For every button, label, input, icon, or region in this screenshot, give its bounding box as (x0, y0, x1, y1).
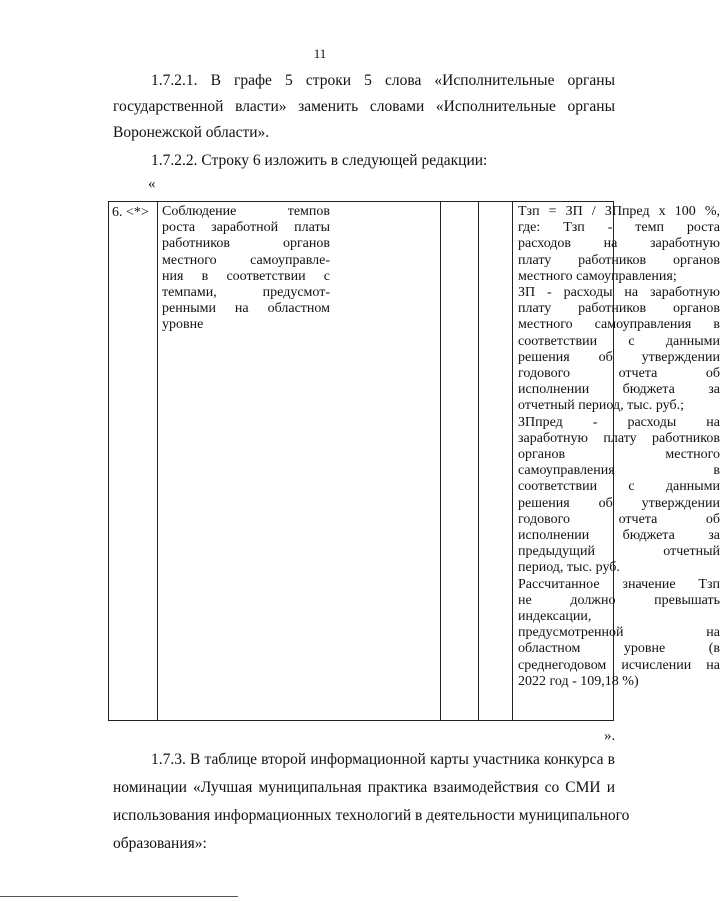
text-line: образования»: (113, 835, 207, 852)
text-line: предыдущий отчетный (518, 544, 720, 560)
replacement-table-row (108, 201, 720, 721)
text-line: областном уровне (в (518, 641, 720, 657)
text-line: использования информационных технологий в деятельности муниципального (113, 807, 630, 824)
text-line: ния в соответствии с (162, 268, 330, 284)
text-line: номинации «Лучшая муниципальная практика взаимодействия со СМИ и (113, 779, 615, 796)
text-line: ЗПпред - расходы на (518, 414, 720, 430)
text-line: не должно превышать (518, 592, 720, 608)
indicator-name-cell (158, 202, 441, 720)
text-line: предусмотренной на (518, 625, 720, 641)
text-line: расходов на заработную (518, 236, 720, 252)
text-line: 1.7.2.1. В графе 5 строки 5 слова «Исполнительные органы (151, 72, 615, 89)
row-number: 6. <*> (112, 205, 149, 220)
text-line: темпами, предусмот- (162, 285, 330, 301)
paragraph-1-7-2-1 (113, 68, 615, 146)
text-line: роста заработной платы (162, 220, 330, 236)
page-number: 11 (313, 46, 327, 61)
text-line: Воронежской области». (113, 124, 270, 141)
text-line: Рассчитанное значение Тзп (518, 576, 720, 592)
text-line: 1.7.2.2. Строку 6 изложить в следующей редакции: (151, 152, 488, 169)
text-line: соответствии с данными (518, 479, 720, 495)
formula-text (518, 204, 720, 690)
row-number-cell (109, 202, 158, 720)
text-line: Тзп = ЗП / ЗПпред x 100 %, (518, 204, 720, 219)
text-line: где: Тзп - темп роста (518, 220, 720, 236)
text-line: государственной власти» заменить словами «Исполнительные органы (113, 98, 615, 115)
text-line: отчетный период, тыс. руб.; (518, 398, 684, 414)
paragraph-1-7-3 (113, 746, 630, 858)
text-line: годового отчета об (518, 511, 720, 527)
text-line: соответствии с данными (518, 333, 720, 349)
text-line: местного самоуправления; (518, 268, 677, 284)
text-line: плату работников органов (518, 252, 720, 268)
text-line: решения об утверждении (518, 495, 720, 511)
text-line: исполнении бюджета за (518, 528, 720, 544)
indicator-name (162, 204, 330, 334)
text-line: 1.7.3. В таблице второй информационной карты участника конкурса в (151, 751, 615, 768)
paragraph-1-7-2-2 (151, 148, 611, 174)
text-line: среднегодовом исчислении на (518, 657, 720, 673)
formula-cell (513, 202, 720, 720)
text-line: работников органов (162, 236, 330, 252)
text-line: исполнении бюджета за (518, 382, 720, 398)
text-line: плату работников органов (518, 301, 720, 317)
text-line: местного самоуправления в (518, 317, 720, 333)
empty-cell (479, 202, 513, 720)
text-line: годового отчета об (518, 366, 720, 382)
text-line: местного самоуправле- (162, 252, 330, 268)
text-line: уровне (162, 317, 204, 333)
text-line: 2022 год - 109,18 %) (518, 673, 639, 689)
text-line: период, тыс. руб. (518, 560, 620, 576)
text-line: заработную плату работников (518, 430, 720, 446)
text-line: органов местного (518, 447, 720, 463)
footer-rule (0, 896, 238, 897)
text-line: самоуправления в (518, 463, 720, 479)
text-line: ЗП - расходы на заработную (518, 285, 720, 301)
empty-cell (441, 202, 479, 720)
text-line: индексации, (518, 609, 592, 625)
text-line: решения об утверждении (518, 349, 720, 365)
close-quote: ». (604, 728, 616, 744)
text-line: Соблюдение темпов (162, 204, 330, 219)
open-quote: « (148, 176, 156, 192)
text-line: ренными на областном (162, 301, 330, 317)
